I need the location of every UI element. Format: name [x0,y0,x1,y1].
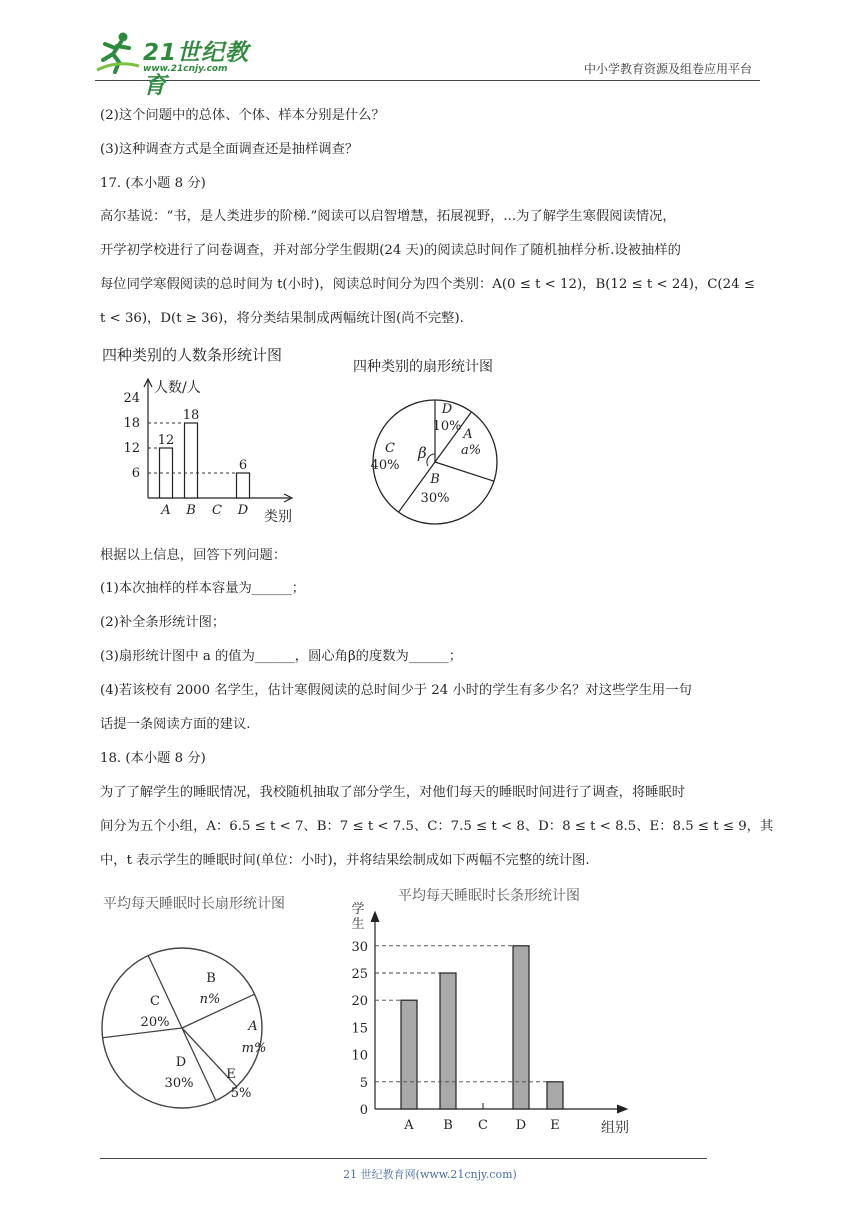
reading-pie-chart [345,350,545,530]
q17-title: 17. (本小题 8 分) [100,176,206,191]
slice-label: B [206,971,216,986]
chart-title: 四种类别的扇形统计图 [353,359,493,375]
slice-label: A [463,427,473,442]
bar [185,423,198,498]
chart-title: 平均每天睡眠时长条形统计图 [398,888,580,904]
slice-value: 30% [164,1076,194,1091]
y-axis-label: 学 [351,902,365,917]
slice-value: 40% [370,458,400,473]
slice-value: a% [460,443,482,458]
y-tick-label: 15 [351,1021,368,1037]
data-label: 18 [182,408,200,423]
q17-para-3: 每位同学寒假阅读的总时间为 t(小时)，阅读总时间分为四个类别：A(0 ≤ t < 12)，B(12 ≤ t < 24)，C(24 ≤ [100,277,755,292]
slice-value: m% [241,1041,267,1056]
y-axis-label: 生 [351,917,365,932]
q17-para-1: 高尔基说：“书，是人类进步的阶梯.”阅读可以启智增慧，拓展视野，...为了解学生寒假阅读情况， [100,209,676,224]
data-label: 12 [157,433,175,448]
slice-value: n% [199,992,221,1007]
x-tick-label: A [404,1118,414,1133]
slice-value: 5% [230,1086,252,1101]
y-tick-label: 0 [359,1103,368,1118]
q17-sub4a: (4)若该校有 2000 名学生，估计寒假阅读的总时间少于 24 小时的学生有多少名？对这些学生用一句 [100,683,692,698]
q17-para-4: t < 36)，D(t ≥ 36)，将分类结果制成两幅统计图(尚不完整). [100,311,464,326]
q17-sub3: (3)扇形统计图中 a 的值为______，圆心角β的度数为______； [100,649,463,664]
q17-para-2: 开学初学校进行了问卷调查，并对部分学生假期(24 天)的阅读总时间作了随机抽样分析.设被抽样的 [100,243,681,258]
logo-text: 21世纪教育 [143,40,250,99]
site-logo[interactable] [95,28,265,99]
slice-label: B [430,472,440,487]
angle-label: β [418,444,427,462]
slice-label: C [150,994,160,1009]
sleep-bar-chart [340,880,640,1142]
x-tick-label: C [212,503,222,518]
q18-para-2: 间分为五个小组，A：6.5 ≤ t < 7、B：7 ≤ t < 7.5、C：7.5 ≤ t < 8、D：8 ≤ t < 8.5、E：8.5 ≤ t ≤ 9，其 [100,819,774,834]
y-tick-label: 6 [131,466,140,481]
platform-name: 中小学教育资源及组卷应用平台 [583,62,752,76]
data-label: 6 [238,458,248,473]
slice-value: 20% [140,1015,170,1030]
sleep-pie-chart [100,888,315,1123]
slice-label: C [385,441,395,456]
bar [401,1000,417,1109]
runner-icon [95,30,141,74]
q18-para-3: 中，t 表示学生的睡眠时间(单位：小时)，并将结果绘制成如下两幅不完整的统计图. [100,853,590,868]
y-tick-label: 10 [351,1048,368,1064]
slice-label: D [441,402,453,417]
slice-label: D [175,1055,187,1070]
q17-sub2: (2)补全条形统计图； [100,615,226,630]
q17-sub4b: 话提一条阅读方面的建议. [100,717,251,732]
chart-title: 平均每天睡眠时长扇形统计图 [103,896,285,912]
q17-ask: 根据以上信息，回答下列问题： [100,548,287,563]
y-tick-label: 5 [359,1075,368,1091]
q18-title: 18. (本小题 8 分) [100,751,206,766]
y-tick-label: 30 [351,939,368,955]
bar [513,946,529,1109]
y-tick-label: 18 [123,416,140,431]
q16-sub2: (2)这个问题中的总体、个体、样本分别是什么？ [100,108,385,123]
y-tick-label: 20 [351,994,368,1010]
q17-sub1: (1)本次抽样的样本容量为______； [100,581,305,596]
bar [237,473,250,498]
y-axis-arrow [371,912,379,922]
x-axis-label: 组别 [601,1120,629,1136]
y-axis-label: 人数/人 [154,380,201,396]
chart-title: 四种类别的人数条形统计图 [102,346,283,364]
slice-value: 30% [420,491,450,506]
reading-bar-chart [100,340,315,530]
y-tick-label: 12 [123,441,140,456]
slice-value: 10% [432,419,462,434]
q16-sub3: (3)这种调查方式是全面调查还是抽样调查？ [100,142,359,157]
logo-url: www.21cnjy.com [143,64,228,74]
x-tick-label: D [515,1118,527,1133]
x-tick-label: B [443,1118,453,1133]
page-header [95,28,760,99]
x-axis-label: 类别 [264,509,292,525]
q18-para-1: 为了了解学生的睡眠情况，我校随机抽取了部分学生，对他们每天的睡眠时间进行了调查，将睡眠时 [100,785,686,800]
x-tick-label: B [186,503,196,518]
x-tick-label: A [161,503,171,518]
bar [440,973,456,1109]
slice-label: A [248,1019,258,1034]
x-axis-arrow [617,1105,627,1113]
page-footer: 21 世纪教育网(www.21cnjy.com) [343,1168,517,1181]
y-tick-label: 25 [351,967,368,982]
x-tick-label: D [237,503,249,518]
x-tick-label: E [550,1118,560,1133]
y-tick-label: 24 [123,391,140,406]
footer-divider [100,1158,707,1159]
bar [547,1082,563,1109]
slice-label: E [226,1067,236,1082]
x-tick-label: C [478,1118,488,1133]
